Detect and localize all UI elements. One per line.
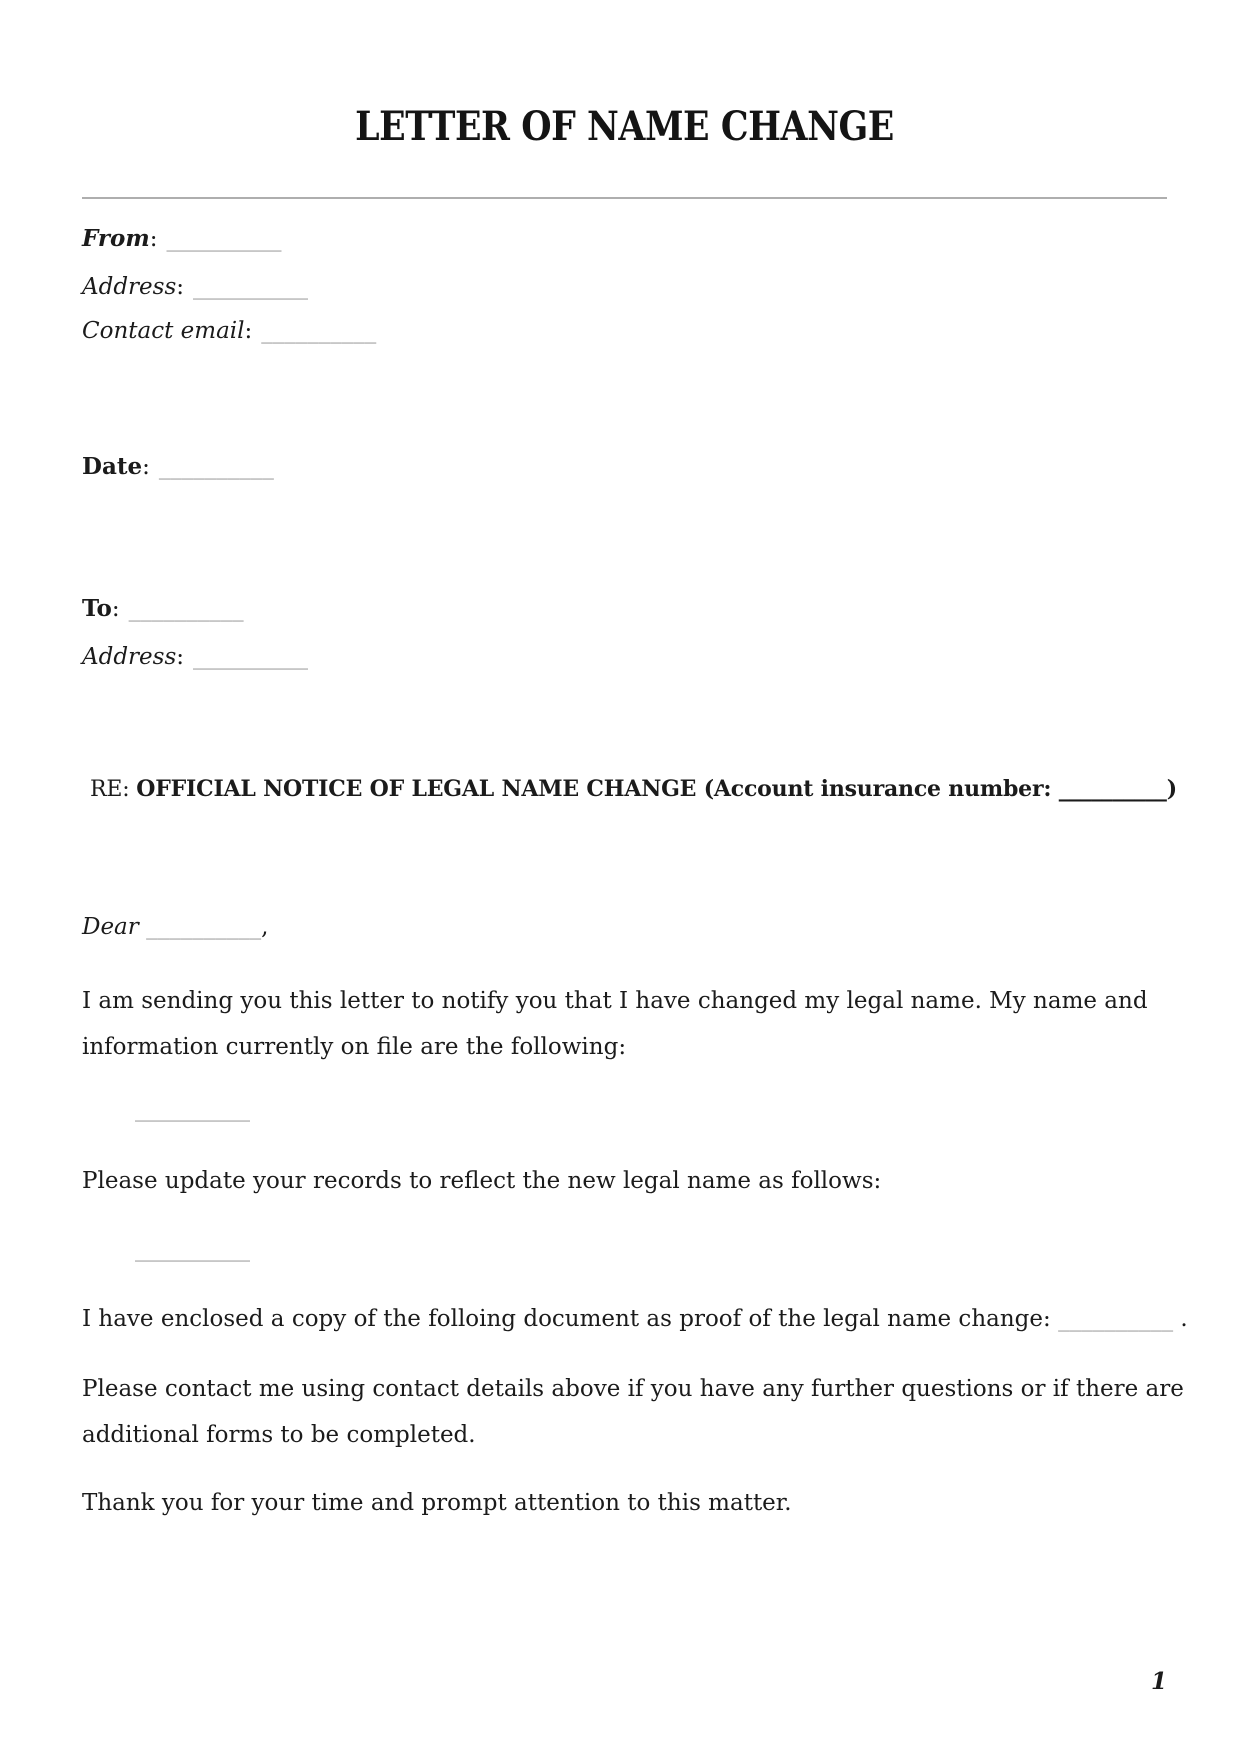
contact-email-line	[82, 308, 1167, 354]
contact-email-blank: __________	[261, 318, 377, 344]
paragraph-1	[82, 978, 1167, 1070]
paragraph-2: Please update your records to reflect the new legal name as follows:	[82, 1168, 882, 1194]
new-name-blank: __________	[135, 1236, 250, 1262]
to-address-label: Address	[82, 644, 177, 670]
to-colon: :	[111, 596, 120, 622]
from-label: From	[82, 225, 150, 252]
date-colon: :	[142, 454, 150, 480]
paragraph-1-line-1: I am sending you this letter to notify you that I have changed my legal name. My name and	[82, 988, 1148, 1014]
salutation-blank: __________	[146, 914, 262, 940]
current-name-blank: __________	[135, 1096, 250, 1122]
subject-line	[82, 766, 1175, 813]
to-blank: __________	[128, 596, 244, 622]
from-address-blank: __________	[193, 274, 309, 300]
divider-rule	[82, 197, 1167, 199]
paragraph-1-line-2: information currently on file are the following:	[82, 1034, 627, 1060]
page-number: 1	[1150, 1668, 1167, 1695]
contact-email-colon: :	[244, 318, 253, 344]
document-proof-blank: __________	[1058, 1306, 1174, 1332]
paragraph-3-text: I have enclosed a copy of the folloing document as proof of the legal name change:	[82, 1306, 1059, 1332]
date-line	[82, 444, 1167, 490]
paragraph-3	[82, 1296, 1188, 1342]
from-blank: __________	[166, 226, 282, 252]
salutation-line	[82, 904, 1167, 950]
account-number-blank: __________	[1058, 776, 1167, 802]
paragraph-5: Thank you for your time and prompt attention to this matter.	[82, 1490, 792, 1516]
paragraph-4-line-2: additional forms to be completed.	[82, 1422, 476, 1448]
paragraph-3-period: .	[1173, 1306, 1188, 1332]
from-address-line	[82, 264, 1167, 310]
to-address-blank: __________	[193, 644, 309, 670]
to-address-line	[82, 634, 1167, 680]
date-label: Date	[82, 453, 143, 480]
to-label: To	[82, 595, 112, 622]
page-title: LETTER OF NAME CHANGE	[355, 103, 894, 150]
from-colon: :	[149, 226, 158, 252]
date-blank: __________	[158, 454, 274, 480]
to-line	[82, 586, 1167, 632]
from-address-label: Address	[82, 274, 177, 300]
from-address-colon: :	[176, 274, 185, 300]
subject-bold-text: OFFICIAL NOTICE OF LEGAL NAME CHANGE (Account insurance number:	[136, 776, 1059, 802]
salutation-comma: ,	[261, 914, 269, 940]
paragraph-4-line-1: Please contact me using contact details above if you have any further questions or if there are	[82, 1376, 1184, 1402]
contact-email-label: Contact email	[82, 318, 245, 344]
to-address-colon: :	[176, 644, 185, 670]
from-line	[82, 216, 1167, 262]
subject-prefix: RE:	[90, 777, 137, 802]
paragraph-4	[82, 1366, 1184, 1458]
subject-close-paren: )	[1166, 776, 1177, 802]
salutation-label: Dear	[82, 914, 147, 940]
